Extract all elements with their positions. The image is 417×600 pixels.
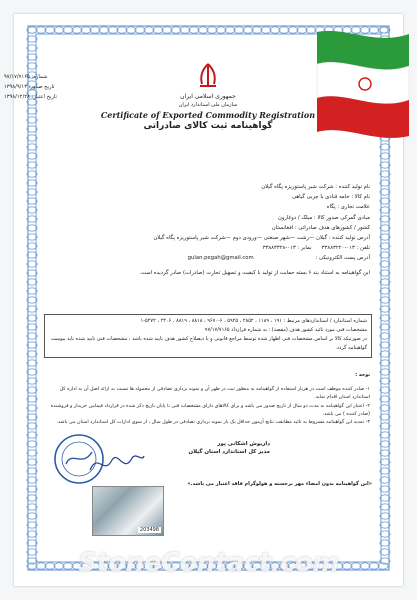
title-english: Certificate of Exported Commodity Registration bbox=[100, 110, 316, 120]
note-item: ۲- اعتبار این گواهینامه به مدت دو سال از تاریخ صدور می باشد و برای کالاهای دارای مشخصات فنی تا پایان تاریخ ذکر شده در قرارداد فیمابین خریدار و فروشنده (صادر کننده ) می باشد. bbox=[50, 403, 370, 417]
email-row bbox=[46, 253, 370, 263]
standards-line: شماره استاندارد / استانداردهای مرتبط : ۱۹۱ ، ۱۱۸۹ ، ۲۸۵۲ ، ۵۹۲۵ ، ۶-۹۶۷۰ ، ۸۸۱۸ ، ۸۸۱۹ ، ۲۴۰۶ ، ۵۲۷۲-۱ bbox=[140, 318, 367, 324]
title-persian: گواهینامه ثبت کالای صادراتی bbox=[143, 121, 273, 131]
note-item: ۳- تمدید این گواهینامه مشروط به تائید مطابقت نتایج آزمون حداقل یک بار نمونه برداری تصادفی در طول سال ، از سوی ادارات کل استاندارد استان می باشد. bbox=[56, 420, 370, 426]
issue-date: تاریخ صدور: ۱۳۹۸/۹/۱۳ bbox=[4, 84, 55, 90]
note-item: ۱- صادر کننده موظف است در هربار استفاده از گواهینامه به منظور ثبت در ظهر آن و نمونه برداری تصادفی از محموله ها نسبت به ارائه اصل آن به اداره کل استاندارد استان اقدام نماید. bbox=[59, 387, 370, 401]
technical-spec-line: مشخصات فنی مورد تائید کشور هدف (مقصد) : به شماره قرارداد ۹۷/۱۷/۷۱۶۵ bbox=[204, 327, 367, 333]
contact-row bbox=[46, 243, 370, 253]
watermark: StoneContact.com bbox=[78, 548, 339, 578]
target-countries: کشور / کشورهای هدف صادراتی : افغانستان bbox=[271, 224, 370, 231]
hologram-number: 203498 bbox=[139, 527, 159, 533]
certificate-number: شماره: ۹۷/۱۷/۷۱۶۵ bbox=[4, 74, 48, 80]
standards-box bbox=[44, 314, 372, 358]
notes-title: توجه : bbox=[355, 373, 370, 378]
signatory-name: داریوش اشکانی پور bbox=[217, 441, 270, 447]
organization-label: سازمان ملی استاندارد ایران bbox=[178, 102, 238, 108]
brand-name: علامت تجاری : پگاه bbox=[326, 204, 370, 211]
republic-label: جمهوری اسلامی ایران bbox=[180, 93, 236, 100]
customs-points: مبادی گمرکی صدور کالا : میلک / دوغارون bbox=[277, 214, 370, 221]
notes-section bbox=[46, 372, 370, 427]
iran-emblem-icon bbox=[188, 62, 228, 88]
product-name: نام کالا : خامه قنادی با چربی گیاهی bbox=[291, 194, 370, 201]
legal-statement: این گواهینامه به استناد بند ۶ بسته حمایت از تولید با کیفیت و تسهیل تجارت (صادرات) صادر گردیده است. bbox=[139, 269, 370, 276]
email-label: آدرس پست الکترونیکی : bbox=[315, 255, 370, 262]
signatory-position: مدیر کل استاندارد استان گیلان bbox=[188, 449, 270, 456]
hologram-icon bbox=[92, 486, 164, 536]
fax-number: نمابر : ۰۱۳-۳۳۸۸۳۳۲۸ bbox=[262, 245, 312, 252]
product-details bbox=[46, 182, 370, 278]
phone-number: تلفن : ۰۱۳-۳۳۸۸۳۲۲۰ bbox=[321, 245, 370, 252]
validity-footer-note: «این گواهینامه بدون امضاء مهر برجسته و هولوگرام فاقد اعتبار می باشد.» bbox=[187, 481, 372, 487]
email-value: gulan.pegah@gmail.com bbox=[187, 255, 254, 262]
validity-date: تاریخ اعتبار: ۱۳۹۸/۱۲/۲۸ bbox=[4, 94, 57, 100]
signature-icon bbox=[86, 448, 146, 478]
technical-spec-note: در صورتیکه کالا بر اساس مشخصات فنی اظهار شده توسط مراجع قانونی و یا ذیصلاح کشور هدف تایید شده باشد ، مشخصات فنی تایید شده باید پیوست گواهینامه گردد. bbox=[50, 336, 367, 351]
producer-name: نام تولید کننده : شرکت شیر پاستوریزه پگاه گیلان bbox=[261, 184, 370, 190]
signatory-block bbox=[130, 440, 270, 456]
producer-address: آدرس تولید کننده : گیلان —رشت —شهر صنعتی —ورودی دوم —شرکت شیر پاستوریزه پگاه گیلان bbox=[153, 235, 370, 242]
certificate-meta bbox=[4, 72, 124, 102]
